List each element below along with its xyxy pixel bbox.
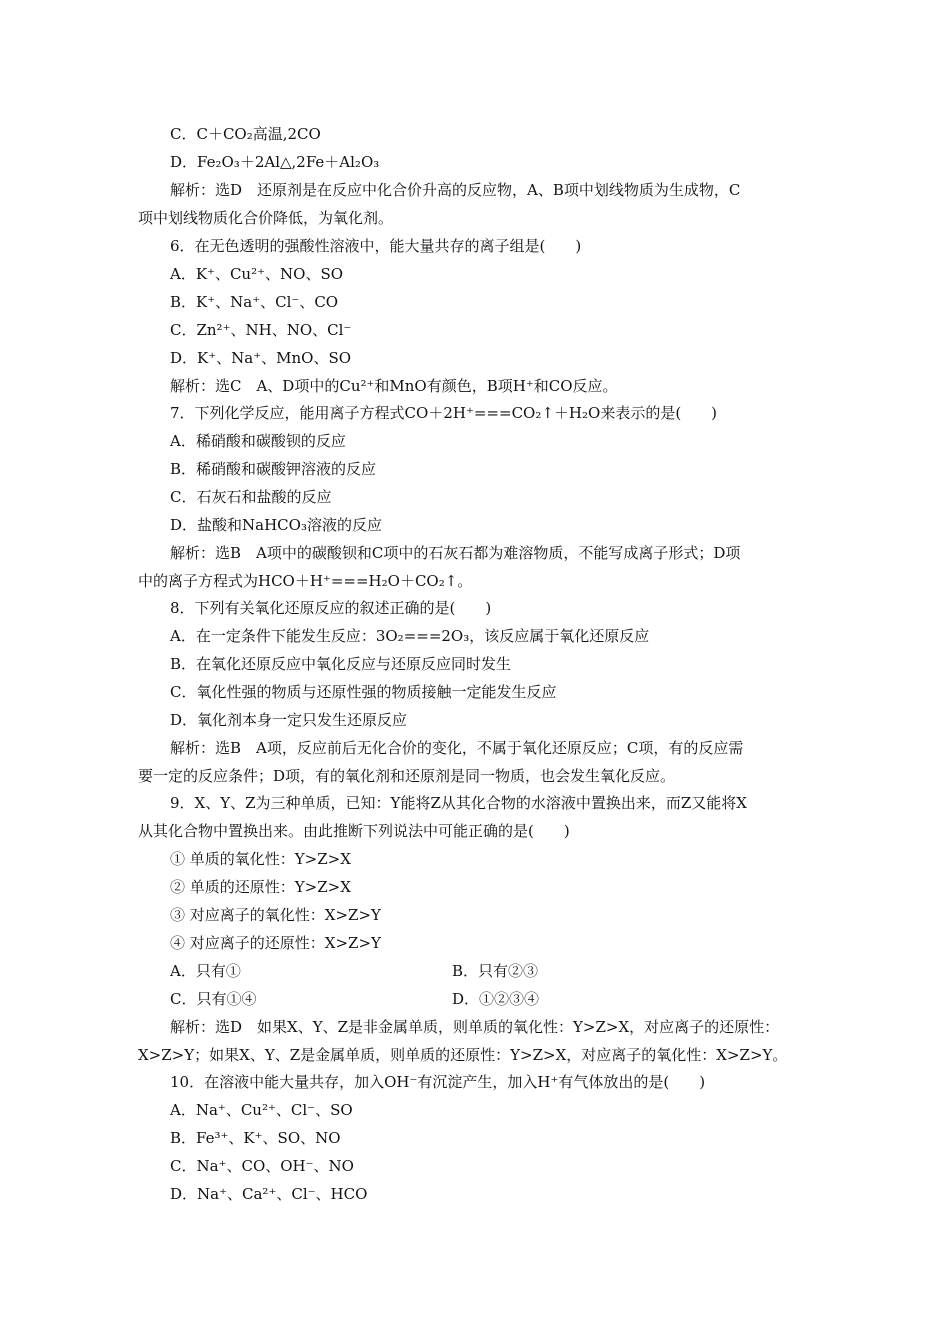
q10-option-b: B．Fe³⁺、K⁺、SO、NO	[170, 1129, 341, 1147]
q7-stem: 7．下列化学反应，能用离子方程式CO＋2H⁺===CO₂↑＋H₂O来表示的是( )	[170, 404, 718, 422]
q9-analysis-line1: 解析：选D 如果X、Y、Z是非金属单质，则单质的氧化性：Y>Z>X，对应离子的还原性：	[170, 1018, 780, 1036]
q7-option-c: C．石灰石和盐酸的反应	[170, 488, 332, 506]
q7-analysis-line1: 解析：选B A项中的碳酸钡和C项中的石灰石都为难溶物质，不能写成离子形式；D项	[170, 544, 741, 562]
q8-option-b: B．在氧化还原反应中氧化反应与还原反应同时发生	[170, 655, 512, 673]
q8-option-c: C．氧化性强的物质与还原性强的物质接触一定能发生反应	[170, 683, 557, 701]
q7-option-a: A．稀硝酸和碳酸钡的反应	[170, 432, 346, 450]
q10-option-a: A．Na⁺、Cu²⁺、Cl⁻、SO	[170, 1101, 353, 1119]
q9-stem-line2: 从其化合物中置换出来。由此推断下列说法中可能正确的是( )	[138, 822, 570, 840]
q6-stem: 6．在无色透明的强酸性溶液中，能大量共存的离子组是( )	[170, 237, 582, 255]
q10-option-c: C．Na⁺、CO、OH⁻、NO	[170, 1157, 354, 1175]
q8-stem: 8．下列有关氧化还原反应的叙述正确的是( )	[170, 599, 492, 617]
q9-statement-4: ④ 对应离子的还原性：X>Z>Y	[170, 934, 381, 952]
q8-option-a: A．在一定条件下能发生反应：3O₂===2O₃，该反应属于氧化还原反应	[170, 627, 650, 645]
q5-analysis-line1: 解析：选D 还原剂是在反应中化合价升高的反应物，A、B项中划线物质为生成物，C	[170, 181, 741, 199]
q9-analysis-line2: X>Z>Y；如果X、Y、Z是金属单质，则单质的还原性：Y>Z>X，对应离子的氧化性：X>Z>Y。	[138, 1046, 788, 1064]
q6-option-b: B．K⁺、Na⁺、Cl⁻、CO	[170, 293, 339, 311]
q6-option-c: C．Zn²⁺、NH、NO、Cl⁻	[170, 321, 352, 339]
q10-stem: 10．在溶液中能大量共存，加入OH⁻有沉淀产生，加入H⁺有气体放出的是( )	[170, 1073, 706, 1091]
q7-option-b: B．稀硝酸和碳酸钾溶液的反应	[170, 460, 377, 478]
q9-option-c: C．只有①④	[170, 990, 257, 1008]
q9-statement-2: ② 单质的还原性：Y>Z>X	[170, 878, 351, 896]
q9-option-d: D．①②③④	[452, 990, 540, 1008]
q5-option-d: D．Fe₂O₃＋2Al△,2Fe＋Al₂O₃	[170, 153, 380, 171]
q10-option-d: D．Na⁺、Ca²⁺、Cl⁻、HCO	[170, 1185, 368, 1203]
q6-option-a: A．K⁺、Cu²⁺、NO、SO	[170, 265, 344, 283]
q9-option-b: B．只有②③	[452, 962, 539, 980]
q8-option-d: D．氧化剂本身一定只发生还原反应	[170, 711, 408, 729]
q8-analysis-line2: 要一定的反应条件；D项，有的氧化剂和还原剂是同一物质，也会发生氧化反应。	[138, 767, 676, 785]
q7-analysis-line2: 中的离子方程式为HCO＋H⁺===H₂O＋CO₂↑。	[138, 572, 473, 590]
q9-stem-line1: 9．X、Y、Z为三种单质，已知：Y能将Z从其化合物的水溶液中置换出来，而Z又能将X	[170, 794, 747, 812]
q6-analysis: 解析：选C A、D项中的Cu²⁺和MnO有颜色，B项H⁺和CO反应。	[170, 377, 618, 395]
q9-statement-1: ① 单质的氧化性：Y>Z>X	[170, 850, 351, 868]
q9-statement-3: ③ 对应离子的氧化性：X>Z>Y	[170, 906, 381, 924]
q6-option-d: D．K⁺、Na⁺、MnO、SO	[170, 349, 352, 367]
q7-option-d: D．盐酸和NaHCO₃溶液的反应	[170, 516, 382, 534]
q5-analysis-line2: 项中划线物质化合价降低，为氧化剂。	[138, 209, 394, 227]
q5-option-c: C．C＋CO₂高温,2CO	[170, 125, 321, 143]
q9-option-a: A．只有①	[170, 962, 241, 980]
q8-analysis-line1: 解析：选B A项，反应前后无化合价的变化，不属于氧化还原反应；C项，有的反应需	[170, 739, 744, 757]
